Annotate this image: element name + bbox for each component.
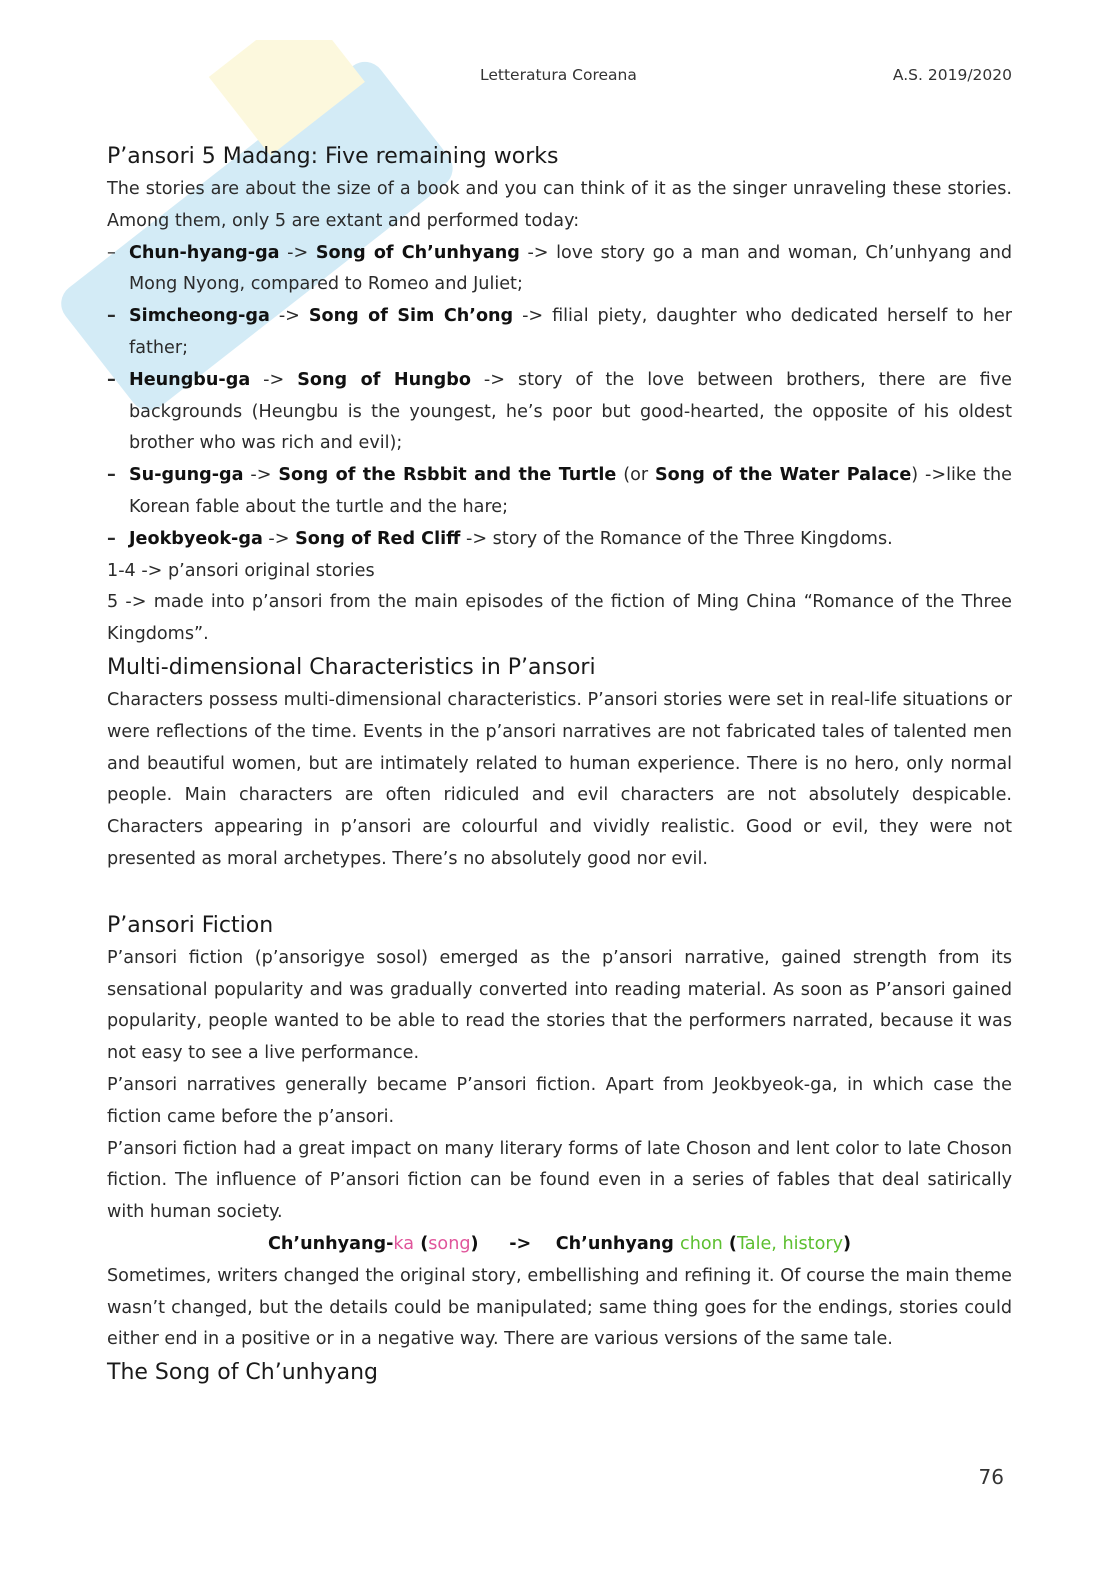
fiction-paragraph-1: P’ansori fiction (p’ansorigye sosol) emerged as the p’ansori narrative, gained strength from its sensational popularity and was gradually converted into reading material. As soon as P’ansori gained popularity, people wanted to be able to read the stories that the performers narrated, because it was not easy to see a live performance. <box>107 947 1012 1064</box>
list-item: – Simcheong-ga -> Song of Sim Ch’ong -> filial piety, daughter who dedicated herself to her father; <box>107 301 1012 365</box>
fiction-paragraph-3: P’ansori fiction had a great impact on many literary forms of late Choson and lent color to late Choson fiction. The influence of P’ansori fiction can be found even in a series of fables that deal satirically with human society. <box>107 1138 1012 1223</box>
section-heading-characteristics: Multi-dimensional Characteristics in P’ansori <box>107 654 596 680</box>
intro-paragraph: The stories are about the size of a book and you can think of it as the singer unraveling these stories. Among them, only 5 are extant and performed today: <box>107 179 1012 231</box>
fiction-paragraph-2: P’ansori narratives generally became P’ansori fiction. Apart from Jeokbyeok-ga, in which case the fiction came before the p’ansori. <box>107 1074 1012 1127</box>
title-formula: Ch’unhyang-ka (song) -> Ch’unhyang chon (Tale, history) <box>267 1233 852 1254</box>
list-item: – Chun-hyang-ga -> Song of Ch’unhyang -> love story go a man and woman, Ch’unhyang and Mong Nyong, compared to Romeo and Juliet; <box>107 238 1012 302</box>
page-number: 76 <box>978 1465 1004 1489</box>
section-heading-song-of-chunhyang: The Song of Ch’unhyang <box>107 1360 378 1386</box>
header-title: Letteratura Coreana <box>480 66 637 84</box>
list-item: – Jeokbyeok-ga -> Song of Red Cliff -> story of the Romance of the Three Kingdoms. <box>107 524 1012 556</box>
characteristics-paragraph: Characters possess multi-dimensional characteristics. P’ansori stories were set in real-life situations or were reflections of the time. Events in the p’ansori narratives are not fabricated tales of talented men and beautiful women, but are intimately related to human experience. There is no hero, only normal people. Main characters are often ridiculed and evil characters are not absolutely despicable. Characters appearing in p’ansori are colourful and vividly realistic. Good or evil, they were not presented as moral archetypes. There’s no absolutely good nor evil. <box>107 689 1012 869</box>
note-three-kingdoms: 5 -> made into p’ansori from the main episodes of the fiction of Ming China “Romance of the Three Kingdoms”. <box>107 592 1012 645</box>
header-year: A.S. 2019/2020 <box>892 66 1012 84</box>
list-item: – Heungbu-ga -> Song of Hungbo -> story of the love between brothers, there are five backgrounds (Heungbu is the youngest, he’s poor but good-hearted, the opposite of his oldest brother who was rich and evil); <box>107 365 1012 460</box>
section-heading-five-works: P’ansori 5 Madang: Five remaining works <box>107 144 559 169</box>
document-body <box>107 140 1012 1390</box>
section-heading-pansori-fiction: P’ansori Fiction <box>107 912 274 938</box>
works-list <box>107 238 1012 556</box>
fiction-paragraph-4: Sometimes, writers changed the original story, embellishing and refining it. Of course the main theme wasn’t changed, but the details could be manipulated; same thing goes for the endings, stories could either end in a positive or in a negative way. There are various versions of the same tale. <box>107 1265 1012 1350</box>
list-item: – Su-gung-ga -> Song of the Rsbbit and the Turtle (or Song of the Water Palace) ->like the Korean fable about the turtle and the hare; <box>107 460 1012 524</box>
note-original-stories: 1-4 -> p’ansori original stories <box>107 560 375 581</box>
